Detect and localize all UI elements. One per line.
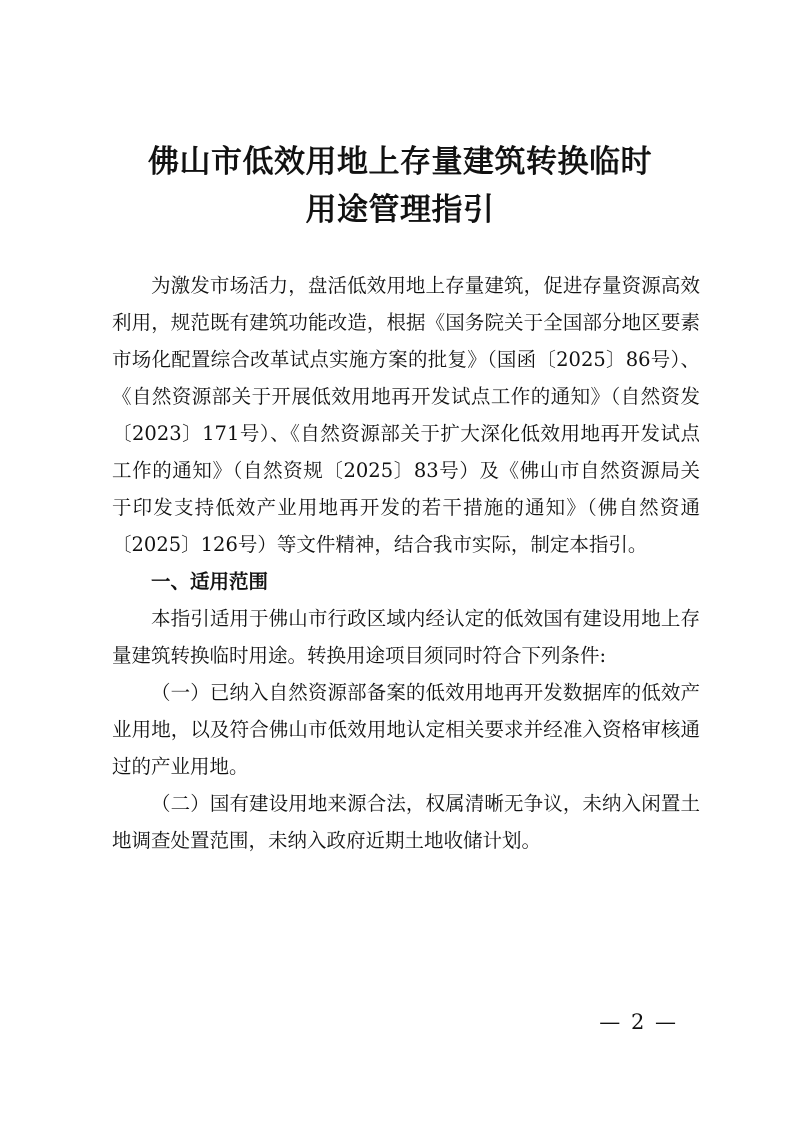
section-heading-scope: 一、适用范围 — [151, 570, 269, 593]
scope-paragraph: 本指引适用于佛山市行政区域内经认定的低效国有建设用地上存量建筑转换临时用途。转换用途项目须同时符合下列条件: — [112, 607, 700, 667]
condition-item-2: （二）国有建设用地来源合法，权属清晰无争议，未纳入闲置土地调查处置范围，未纳入政府近期土地收储计划。 — [112, 792, 700, 852]
condition-item-1: （一）已纳入自然资源部备案的低效用地再开发数据库的低效产业用地，以及符合佛山市低效用地认定相关要求并经准入资格审核通过的产业用地。 — [112, 681, 700, 778]
page-number: — 2 — — [599, 1010, 678, 1034]
document-body — [112, 267, 700, 859]
intro-paragraph: 为激发市场活力，盘活低效用地上存量建筑，促进存量资源高效利用，规范既有建筑功能改造，根据《国务院关于全国部分地区要素市场化配置综合改革试点实施方案的批复》（国函〔2025〕86号）、《自然资源部关于开展低效用地再开发试点工作的通知》（自然资发〔2023〕171号）、《自然资源部关于扩大深化低效用地再开发试点工作的通知》（自然资规〔2025〕83号）及《佛山市自然资源局关于印发支持低效产业用地再开发的若干措施的通知》（佛自然资通〔2025〕126号）等文件精神，结合我市实际，制定本指引。 — [112, 274, 700, 556]
title-line-2: 用途管理指引 — [305, 192, 495, 228]
title-line-1: 佛山市低效用地上存量建筑转换临时 — [148, 144, 652, 180]
document-title — [0, 138, 800, 234]
